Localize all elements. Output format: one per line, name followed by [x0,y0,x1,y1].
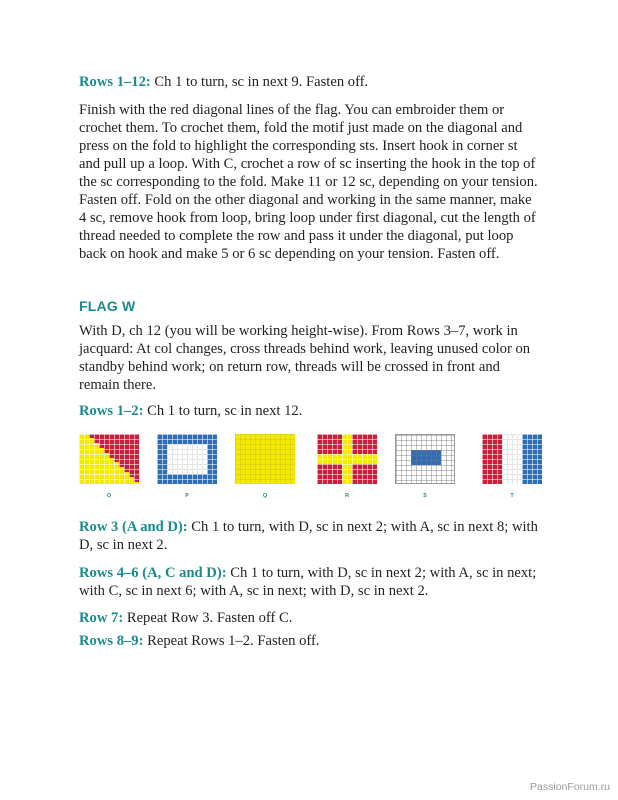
row-text: Ch 1 to turn, with D, sc in next 2; with A, sc in next; with C, sc in next 6; with A, sc in next; with D, sc in next 2. [79,565,537,599]
flag-r-icon [317,434,377,484]
intro-paragraph: With D, ch 12 (you will be working height-wise). From Rows 3–7, work in jacquard: At col changes, cross threads behind work, leaving unused color on standby behind work; on return row, threads will be crossed in front and remain there. [79,323,531,393]
row-text: Ch 1 to turn, sc in next 9. Fasten off. [150,74,369,90]
flag-o-icon [79,434,139,484]
flag-charts [79,434,541,504]
row-text: Ch 1 to turn, sc in next 12. [143,403,303,419]
row-label: Rows 1–2: [79,403,144,419]
row-text: Repeat Rows 1–2. Fasten off. [143,633,320,649]
watermark: PassionForum.ru [530,781,610,793]
finishing-paragraph: Finish with the red diagonal lines of the flag. You can embroider them or crochet them. To crochet them, fold the motif just made on the diagonal and press on the fold to highlight the corresponding sts. Insert hook in corner st and pull up a loop. With C, crochet a row of sc inserting the hook in the top of the sc corresponding to the fold. Make 11 or 12 sc, depending on your tension. Fasten off. Fold on the other diagonal and working in the same manner, make 4 sc, remove hook from loop, bring loop under first diagonal, cut the length of thread needed to complete the row and pass it under the diagonal, put loop back on hook and make 5 or 6 sc depending on your tension. Fasten off. [79,102,538,262]
instruction-rows-1-2 [79,402,302,420]
flag-letter: O [106,493,112,499]
flag-letter: Q [262,493,268,499]
section-heading: FLAG W [79,298,136,314]
flag-letter: T [510,493,514,499]
flag-letter: R [345,493,349,499]
instruction-row-3 [79,518,541,554]
row-text: Ch 1 to turn, with D, sc in next 2; with A, sc in next 8; with D, sc in next 2. [79,519,538,553]
flag-p-icon [157,434,217,484]
flag-letter: P [185,493,189,499]
flag-s-icon [395,434,455,484]
row-label: Row 3 (A and D): [79,519,188,535]
flag-q-icon [235,434,295,484]
instruction-rows-1-12 [79,73,368,91]
row-label: Row 7: [79,610,124,626]
row-label: Rows 1–12: [79,74,151,90]
instruction-row-7 [79,609,292,627]
row-text: Repeat Row 3. Fasten off C. [123,610,293,626]
instruction-rows-4-6 [79,564,541,600]
row-label: Rows 8–9: [79,633,144,649]
instruction-rows-8-9 [79,632,320,650]
row-label: Rows 4–6 (A, C and D): [79,565,227,581]
flag-letter: S [423,493,427,499]
flag-t-icon [482,434,542,484]
